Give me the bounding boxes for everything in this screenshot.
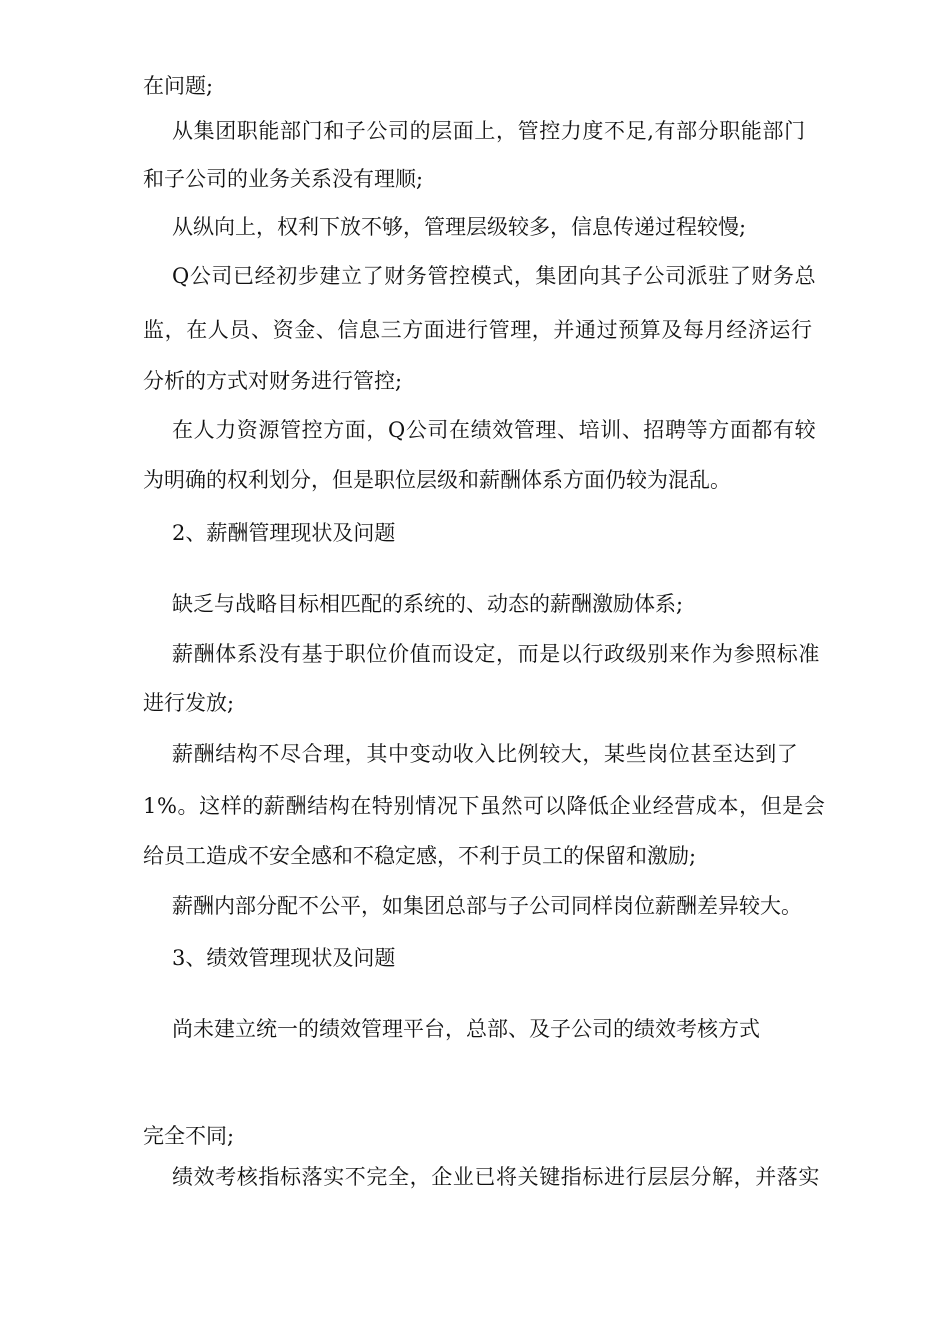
paragraph-line: Q公司已经初步建立了财务管控模式，集团向其子公司派驻了财务总 (172, 264, 817, 288)
paragraph-line: 尚未建立统一的绩效管理平台，总部、及子公司的绩效考核方式 (172, 1017, 760, 1041)
section-heading: 3、绩效管理现状及问题 (172, 946, 396, 970)
paragraph-line: 薪酬体系没有基于职位价值而设定，而是以行政级别来作为参照标准 (172, 642, 820, 666)
paragraph-line: 完全不同; (143, 1124, 235, 1148)
paragraph-line: 在问题; (143, 74, 214, 98)
paragraph-line: 和子公司的业务关系没有理顺; (143, 167, 424, 191)
paragraph-line: 1%。这样的薪酬结构在特别情况下虽然可以降低企业经营成本，但是会 (143, 794, 826, 818)
paragraph-line: 为明确的权利划分，但是职位层级和薪酬体系方面仍较为混乱。 (143, 468, 731, 492)
paragraph-line: 绩效考核指标落实不完全，企业已将关键指标进行层层分解，并落实 (172, 1165, 820, 1189)
paragraph-line: 薪酬结构不尽合理，其中变动收入比例较大，某些岗位甚至达到了 (172, 742, 799, 766)
paragraph-line: 进行发放; (143, 691, 235, 715)
paragraph-line: 缺乏与战略目标相匹配的系统的、动态的薪酬激励体系; (172, 592, 684, 616)
paragraph-line: 分析的方式对财务进行管控; (143, 369, 403, 393)
paragraph-line: 薪酬内部分配不公平，如集团总部与子公司同样岗位薪酬差异较大。 (172, 894, 802, 918)
paragraph-line: 监，在人员、资金、信息三方面进行管理，并通过预算及每月经济运行 (143, 318, 813, 342)
paragraph-line: 从集团职能部门和子公司的层面上，管控力度不足,有部分职能部门 (172, 119, 806, 143)
section-heading: 2、薪酬管理现状及问题 (172, 521, 396, 545)
paragraph-line: 在人力资源管控方面，Q公司在绩效管理、培训、招聘等方面都有较 (172, 418, 817, 442)
paragraph-line: 给员工造成不安全感和不稳定感，不利于员工的保留和激励; (143, 844, 697, 868)
paragraph-line: 从纵向上，权利下放不够，管理层级较多，信息传递过程较慢; (172, 215, 747, 239)
